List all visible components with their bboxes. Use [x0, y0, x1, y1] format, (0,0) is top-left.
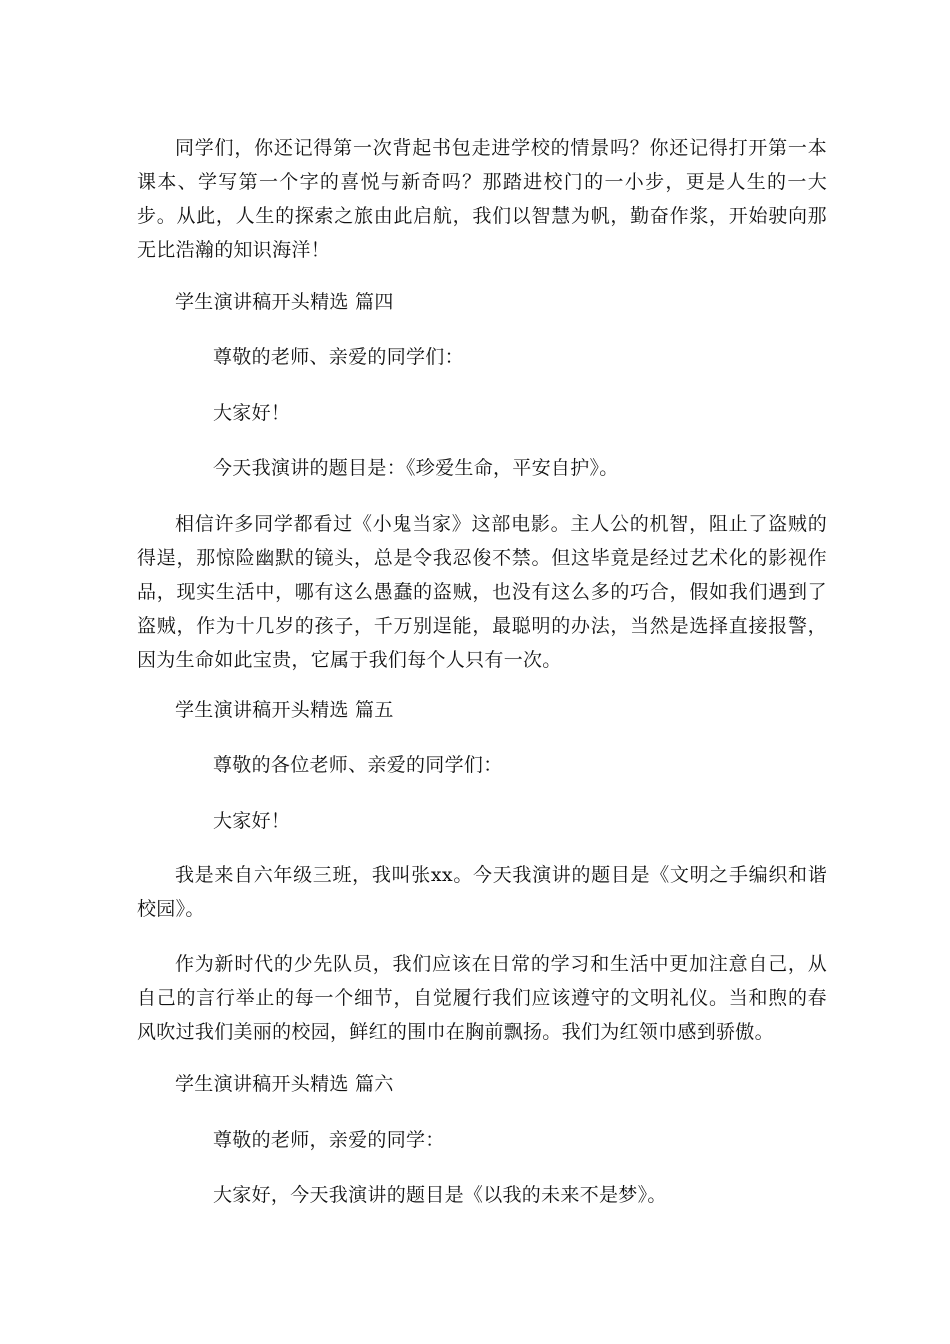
hello-6: 大家好，今天我演讲的题目是《以我的未来不是梦》。 — [213, 1184, 667, 1206]
paragraph-5: 作为新时代的少先队员，我们应该在日常的学习和生活中更加注意自己，从自己的言行举止的每一个细节，自觉履行我们应该遵守的文明礼仪。当和煦的春风吹过我们美丽的校园，鲜红的围巾在胸前飘扬。我们为红领巾感到骄傲。 — [137, 953, 827, 1043]
greeting-4: 尊敬的老师、亲爱的同学们： — [213, 346, 464, 368]
greeting-6: 尊敬的老师，亲爱的同学： — [213, 1129, 445, 1151]
greeting-5: 尊敬的各位老师、亲爱的同学们： — [213, 754, 503, 776]
section-heading-5: 学生演讲稿开头精选 篇五 — [175, 699, 394, 721]
paragraph-4: 相信许多同学都看过《小鬼当家》这部电影。主人公的机智，阻止了盗贼的得逞，那惊险幽默的镜头，总是令我忍俊不禁。但这毕竟是经过艺术化的影视作品，现实生活中，哪有这么愚蠢的盗贼，也没有这么多的巧合，假如我们遇到了盗贼，作为十几岁的孩子，千万别逞能，最聪明的办法，当然是选择直接报警，因为生命如此宝贵，它属于我们每个人只有一次。 — [137, 513, 827, 671]
paragraph-intro: 同学们，你还记得第一次背起书包走进学校的情景吗？你还记得打开第一本课本、学写第一个字的喜悦与新奇吗？那踏进校门的一小步，更是人生的一大步。从此，人生的探索之旅由此启航，我们以智慧为帆，勤奋作浆，开始驶向那无比浩瀚的知识海洋！ — [137, 137, 827, 261]
hello-5: 大家好！ — [213, 810, 291, 832]
section-heading-4: 学生演讲稿开头精选 篇四 — [175, 291, 394, 313]
intro-5: 我是来自六年级三班，我叫张xx。今天我演讲的题目是《文明之手编织和谐校园》。 — [137, 864, 827, 920]
hello-4: 大家好！ — [213, 402, 291, 424]
speech-title-4: 今天我演讲的题目是：《珍爱生命，平安自护》。 — [213, 457, 619, 479]
section-heading-6: 学生演讲稿开头精选 篇六 — [175, 1073, 394, 1095]
